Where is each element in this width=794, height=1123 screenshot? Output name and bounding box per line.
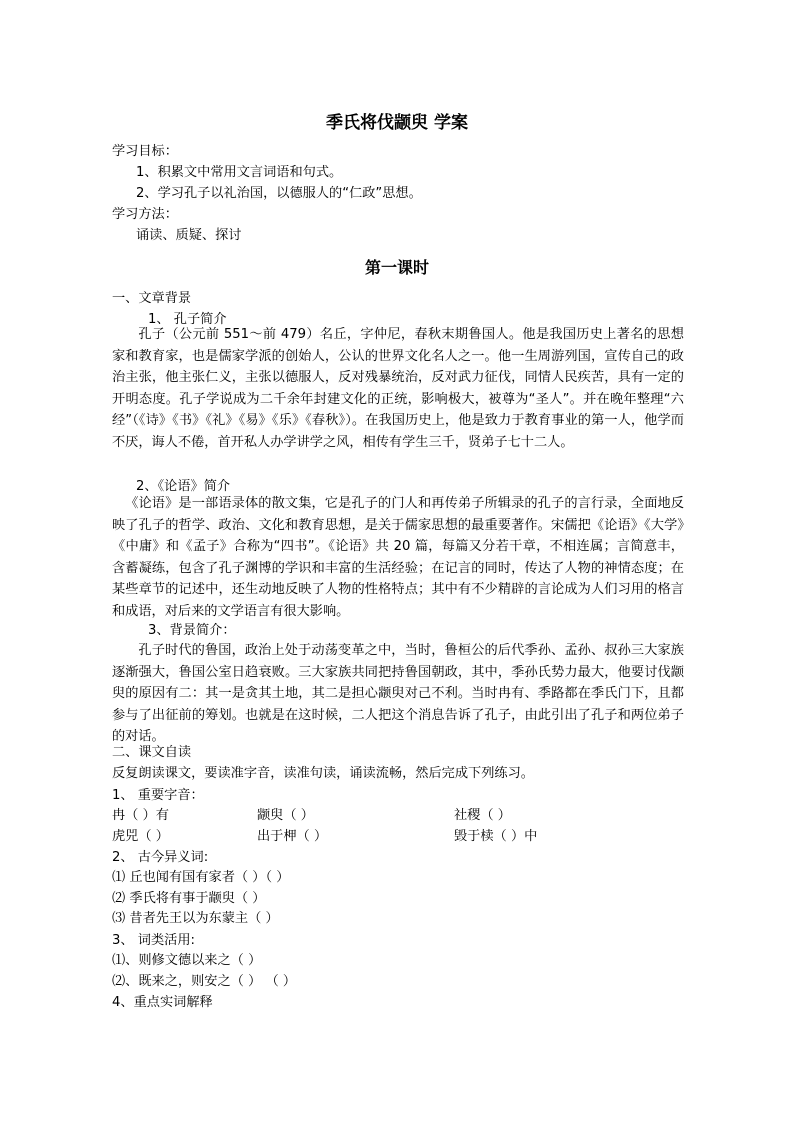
paragraph-background: 孔子时代的鲁国，政治上处于动荡变革之中，当时，鲁桓公的后代季孙、孟孙、叔孙三大家族逐渐强大，鲁国公室日趋衰败。三大家族共同把持鲁国朝政，其中，季孙氏势力最大，他要讨伐颛臾的原因有二：其一是贪其土地，其二是担心颛臾对己不利。当时冉有、季路都在季氏门下，且都参与了出征前的筹划。也就是在这时候，二人把这个消息告诉了孔子，由此引出了孔子和两位弟子的对话。 [112, 643, 684, 745]
objective-item: 2、学习孔子以礼治国，以德服人的“仁政”思想。 [136, 186, 422, 201]
pronunciation-item: 社稷（ ） [454, 808, 511, 823]
pronunciation-item: 出于柙（ ） [257, 829, 328, 844]
exercise-item: ⑴ 丘也闻有国有家者（ ）（ ） [112, 870, 290, 885]
methods-text: 诵读、质疑、探讨 [136, 228, 242, 243]
question-heading: 4、重点实词解释 [112, 995, 213, 1010]
section-heading: 一、文章背景 [112, 291, 192, 306]
methods-heading: 学习方法： [112, 207, 178, 222]
pronunciation-item: 虎兕（ ） [112, 829, 169, 844]
question-heading: 3、 词类活用: [112, 933, 195, 948]
subsection-heading: 1、 孔子简介 [148, 312, 227, 327]
paragraph-analects: 《论语》是一部语录体的散文集，它是孔子的门人和再传弟子所辑录的孔子的言行录，全面地反映了孔子的哲学、政治、文化和教育思想，是关于儒家思想的最重要著作。宋儒把《论语》《大学》《中庸》和《孟子》合称为“四书”。《论语》共 20 篇，每篇又分若干章，不相连属；言简意丰，含蓄凝练，包含了孔子渊博的学识和丰富的生活经验；在记言的同时，传达了人物的神情态度；在某些章节的记述中，还生动地反映了人物的性格特点；其中有不少精辟的言论成为人们习用的格言和成语，对后来的文学语言有很大影响。 [112, 496, 684, 619]
pronunciation-item: 冉（ ）有 [112, 808, 169, 823]
subsection-heading: 3、背景简介： [148, 623, 236, 638]
exercise-item: ⑴、则修文德以来之（ ） [112, 953, 262, 968]
objectives-heading: 学习目标： [112, 144, 178, 159]
question-heading: 2、 古今异义词: [112, 850, 209, 865]
pronunciation-item: 毁于椟（ ）中 [454, 829, 538, 844]
exercise-item: ⑶ 昔者先王以为东蒙主（ ） [112, 911, 279, 926]
paragraph-confucius: 孔子（公元前 551～前 479）名丘，字仲尼，春秋末期鲁国人。他是我国历史上著名的思想家和教育家，也是儒家学派的创始人，公认的世界文化名人之一。他一生周游列国，宣传自己的政治主张，他主张仁义，主张以德服人，反对残暴统治，反对武力征伐，同情人民疾苦，具有一定的开明态度。孔子学说成为二千余年封建文化的正统，影响极大，被尊为“圣人”。并在晚年整理“六经”（《诗》《书》《礼》《易》《乐》《春秋》）。在我国历史上，他是致力于教育事业的第一人，他学而不厌，诲人不倦，首开私人办学讲学之风，相传有学生三千，贤弟子七十二人。 [112, 327, 684, 450]
pronunciation-item: 颛臾（ ） [257, 808, 314, 823]
question-heading: 1、 重要字音： [112, 788, 204, 803]
subsection-heading: 2、《论语》简介 [136, 479, 231, 494]
document-title: 季氏将伐颛臾 学案 [326, 113, 468, 133]
objective-item: 1、积累文中常用文言词语和句式。 [136, 165, 343, 180]
lesson-title: 第一课时 [364, 258, 429, 277]
exercise-item: ⑵、既来之，则安之（ ） （ ） [112, 974, 297, 989]
instruction-text: 反复朗读课文，要读准字音，读准句读，诵读流畅，然后完成下列练习。 [112, 766, 534, 781]
section-heading: 二、课文自读 [112, 745, 192, 760]
exercise-item: ⑵ 季氏将有事于颛臾（ ） [112, 891, 266, 906]
